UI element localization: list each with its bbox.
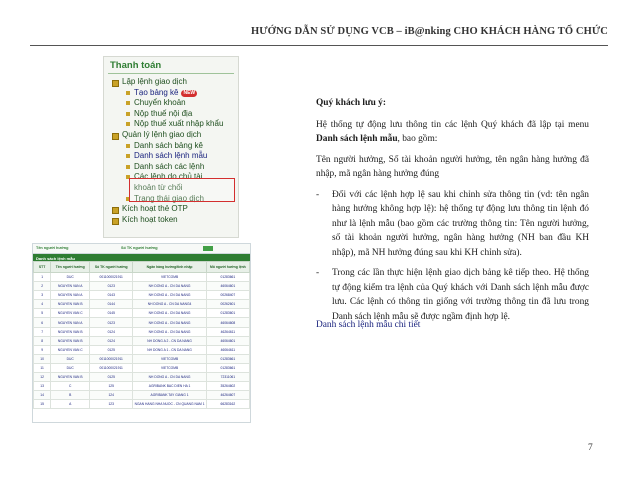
- page-header: HƯỚNG DẪN SỬ DỤNG VCB – iB@nking CHO KHÁCH HÀNG TỔ CHỨC: [250, 26, 608, 37]
- table-cell: 124: [90, 391, 133, 400]
- table-cell: 125: [90, 382, 133, 391]
- table-row[interactable]: [34, 363, 250, 372]
- header-divider: [30, 45, 608, 46]
- table-cell: NH DONG A - CN DA NANG4: [133, 300, 206, 309]
- table-cell: NGUYEN VAN B: [51, 300, 90, 309]
- table-row[interactable]: [34, 309, 250, 318]
- table-cell: 01283601: [206, 309, 249, 318]
- bullet-icon: [112, 218, 119, 225]
- table-cell: NGAN HANG NHA NUOC - CN QUANG NAM 1: [133, 400, 206, 409]
- menu-title-divider: [108, 73, 234, 74]
- table-cell: 5: [34, 309, 51, 318]
- table-cell: 4: [34, 300, 51, 309]
- table-cell: 01283661: [206, 363, 249, 372]
- bullet-icon: [112, 133, 119, 140]
- filter-bar: [33, 244, 250, 254]
- table-cell: 1: [34, 273, 51, 282]
- table-cell: 0123: [90, 282, 133, 291]
- page-number: 7: [588, 443, 593, 453]
- table-cell: 9: [34, 345, 51, 354]
- table-cell: 0145: [90, 309, 133, 318]
- table-row[interactable]: [34, 327, 250, 336]
- table-row[interactable]: [34, 273, 250, 282]
- table-cell: 12: [34, 373, 51, 382]
- table-cell: NH DONG A - CN DA NANG: [133, 309, 206, 318]
- table-cell: NGUYEN VAN C: [51, 345, 90, 354]
- menu-item-manage-orders[interactable]: Quản lý lệnh giao dịch: [104, 130, 238, 141]
- note-bullet-2: - Trong các lần thực hiện lệnh giao dịch bảng kê tiếp theo. Hệ thống tự động kiểm tra lệnh của Quý khách với Danh sách lệnh mẫu được lưu. Các lệnh có thông tin giống với trường thông tin đã lưu trong Danh sách lệnh mẫu sẽ được ngầm định hợp lệ.: [316, 266, 589, 324]
- table-row[interactable]: [34, 300, 250, 309]
- bullet-icon: [126, 122, 130, 126]
- table-cell: NH DONG A - CN DA NANG: [133, 373, 206, 382]
- table-cell: A: [51, 400, 90, 409]
- column-header: STT: [34, 262, 51, 273]
- table-cell: NGUYEN VAN A: [51, 291, 90, 300]
- table-row[interactable]: [34, 336, 250, 345]
- table-cell: 00262601: [206, 300, 249, 309]
- column-header: Ngân hàng hưởng/tỉnh nhập: [133, 262, 206, 273]
- table-cell: DUC: [51, 273, 90, 282]
- column-header: Số TK người hưởng: [90, 262, 133, 273]
- table-cell: 11: [34, 363, 51, 372]
- note-bullet-1: - Đối với các lệnh hợp lệ sau khi chỉnh sửa thông tin (vd: tên ngân hàng hưởng không hợp lệ): hệ thống tự động lưu thông tin lệnh đó như là lệnh mẫu (bao gồm các trường thông tin: Tên người hưởng, số tài khoản người hưởng, ngân hàng hưởng (NH ban đầu KH nhập), mã NH hưởng đúng sau khi KH chỉnh sửa).: [316, 188, 589, 261]
- table-cell: NH DONG A - CN DA NANG: [133, 282, 206, 291]
- table-cell: 46264607: [206, 391, 249, 400]
- table-cell: 72311061: [206, 373, 249, 382]
- table-cell: 46064611: [206, 345, 249, 354]
- table-row[interactable]: [34, 354, 250, 363]
- table-cell: NGUYEN VAN B: [51, 327, 90, 336]
- table-cell: 14: [34, 391, 51, 400]
- menu-item-import-export-tax[interactable]: Nộp thuế xuất nhập khẩu: [104, 119, 238, 130]
- menu-item-template-list[interactable]: Danh sách lệnh mẫu: [104, 151, 238, 162]
- table-cell: 0011000021911: [90, 354, 133, 363]
- table-cell: 123: [90, 400, 133, 409]
- table-row[interactable]: [34, 345, 250, 354]
- bullet-icon: [112, 207, 119, 214]
- table-cell: NH DONG A - CN DA NANG: [133, 291, 206, 300]
- table-cell: 0143: [90, 291, 133, 300]
- table-cell: 46064608: [206, 318, 249, 327]
- bullet-icon: [126, 101, 130, 105]
- bullet-icon: [126, 154, 130, 158]
- table-cell: VIETCOMB: [133, 273, 206, 282]
- note-intro: Hệ thống tự động lưu thông tin các lệnh Quý khách đã lập tại menu Danh sách lệnh mẫu, bao gồm:: [316, 119, 589, 144]
- table-cell: 0125: [90, 345, 133, 354]
- table-cell: 2: [34, 282, 51, 291]
- table-row[interactable]: [34, 373, 250, 382]
- table-cell: NGUYEN VAN C: [51, 309, 90, 318]
- payment-menu-screenshot: [103, 56, 239, 238]
- table-row[interactable]: [34, 282, 250, 291]
- bullet-icon: [112, 80, 119, 87]
- menu-item-activate-otp[interactable]: Kích hoạt thẻ OTP: [104, 204, 238, 215]
- bullet-icon: [126, 91, 130, 95]
- column-header: Tên người hưởng: [51, 262, 90, 273]
- filter-name-label: Tên người hưởng: [36, 246, 69, 250]
- table-cell: 0011000021911: [90, 273, 133, 282]
- filter-account-label: Số TK người hưởng: [121, 246, 158, 250]
- table-cell: 00268407: [206, 291, 249, 300]
- table-cell: 13: [34, 382, 51, 391]
- column-header: Mô người hưởng lệnh: [206, 262, 249, 273]
- table-cell: 46264611: [206, 327, 249, 336]
- bullet-icon: [126, 112, 130, 116]
- menu-item-rejected-orders-cont: khoản từ chối: [134, 182, 183, 192]
- search-button[interactable]: [203, 246, 213, 251]
- template-table: [33, 261, 250, 409]
- menu-item-list-statements[interactable]: Danh sách bảng kê: [104, 141, 238, 152]
- table-cell: NH DONG A - CN DA NANG: [133, 327, 206, 336]
- template-list-screenshot: [32, 243, 251, 423]
- table-section-title: Danh sách lệnh mẫu: [33, 254, 250, 261]
- table-cell: C: [51, 382, 90, 391]
- table-cell: 15: [34, 400, 51, 409]
- table-cell: 0144: [90, 300, 133, 309]
- table-cell: NGUYEN VAN A: [51, 318, 90, 327]
- menu-item-order-list[interactable]: Danh sách các lệnh: [104, 162, 238, 173]
- menu-item-create-list[interactable]: Tạo bảng kê NEW: [104, 88, 238, 99]
- bullet-icon: [126, 144, 130, 148]
- table-cell: 01283661: [206, 273, 249, 282]
- table-cell: 10: [34, 354, 51, 363]
- table-cell: 3: [34, 291, 51, 300]
- table-cell: 46064601: [206, 336, 249, 345]
- table-row[interactable]: [34, 382, 250, 391]
- table-cell: NH DONG A - CN DA NANG: [133, 318, 206, 327]
- menu-item-transfer[interactable]: Chuyển khoản: [104, 98, 238, 109]
- table-row[interactable]: [34, 318, 250, 327]
- table-cell: 0123: [90, 318, 133, 327]
- table-cell: 8: [34, 336, 51, 345]
- table-cell: 0124: [90, 327, 133, 336]
- table-cell: 0125: [90, 373, 133, 382]
- table-cell: 01283661: [206, 354, 249, 363]
- table-cell: 0124: [90, 336, 133, 345]
- menu-item-rejected-orders[interactable]: Các lệnh do chủ tài: [104, 172, 238, 183]
- table-row[interactable]: [34, 391, 250, 400]
- table-row[interactable]: [34, 400, 250, 409]
- note-list: [316, 188, 589, 325]
- note-block: [316, 96, 589, 330]
- table-cell: AGRIBANK BAC DIEN HA 1: [133, 382, 206, 391]
- table-row[interactable]: [34, 291, 250, 300]
- table-cell: NH DONG A 1 - CN DA NANG: [133, 345, 206, 354]
- highlight-box: [129, 178, 235, 202]
- table-cell: AGRIBANK TAY GIANG 1: [133, 391, 206, 400]
- table-cell: NGUYEN VAN B: [51, 336, 90, 345]
- menu-title: Thanh toán: [110, 60, 162, 71]
- table-cell: 6: [34, 318, 51, 327]
- table-cell: B: [51, 391, 90, 400]
- table-cell: VIETCOMB: [133, 363, 206, 372]
- table-cell: NGUYEN VAN B: [51, 373, 90, 382]
- menu-item-domestic-tax[interactable]: Nộp thuế nội địa: [104, 109, 238, 120]
- table-cell: 0011000021911: [90, 363, 133, 372]
- table-cell: 35264602: [206, 382, 249, 391]
- table-cell: 66283162: [206, 400, 249, 409]
- table-cell: NGUYEN VAN A: [51, 282, 90, 291]
- table-cell: NH DONG A 2 - CN DA NANG: [133, 336, 206, 345]
- new-badge: NEW: [183, 89, 196, 96]
- table-cell: DUC: [51, 354, 90, 363]
- table-cell: VIETCOMB: [133, 354, 206, 363]
- table-cell: 46064601: [206, 282, 249, 291]
- bullet-icon: [126, 165, 130, 169]
- menu-item-create-order[interactable]: Lập lệnh giao dịch: [104, 77, 238, 88]
- note-title: Quý khách lưu ý:: [316, 98, 386, 108]
- table-caption: Danh sách lệnh mẫu chi tiết: [316, 320, 421, 330]
- note-fields: Tên người hưởng, Số tài khoản người hưởng, tên ngân hàng hưởng đã nhập, mã ngân hàng hưởng đúng: [316, 154, 589, 179]
- menu-item-activate-token[interactable]: Kích hoạt token: [104, 215, 238, 226]
- table-cell: 7: [34, 327, 51, 336]
- table-cell: DUC: [51, 363, 90, 372]
- menu-item-transaction-status[interactable]: Trạng thái giao dịch: [104, 194, 238, 205]
